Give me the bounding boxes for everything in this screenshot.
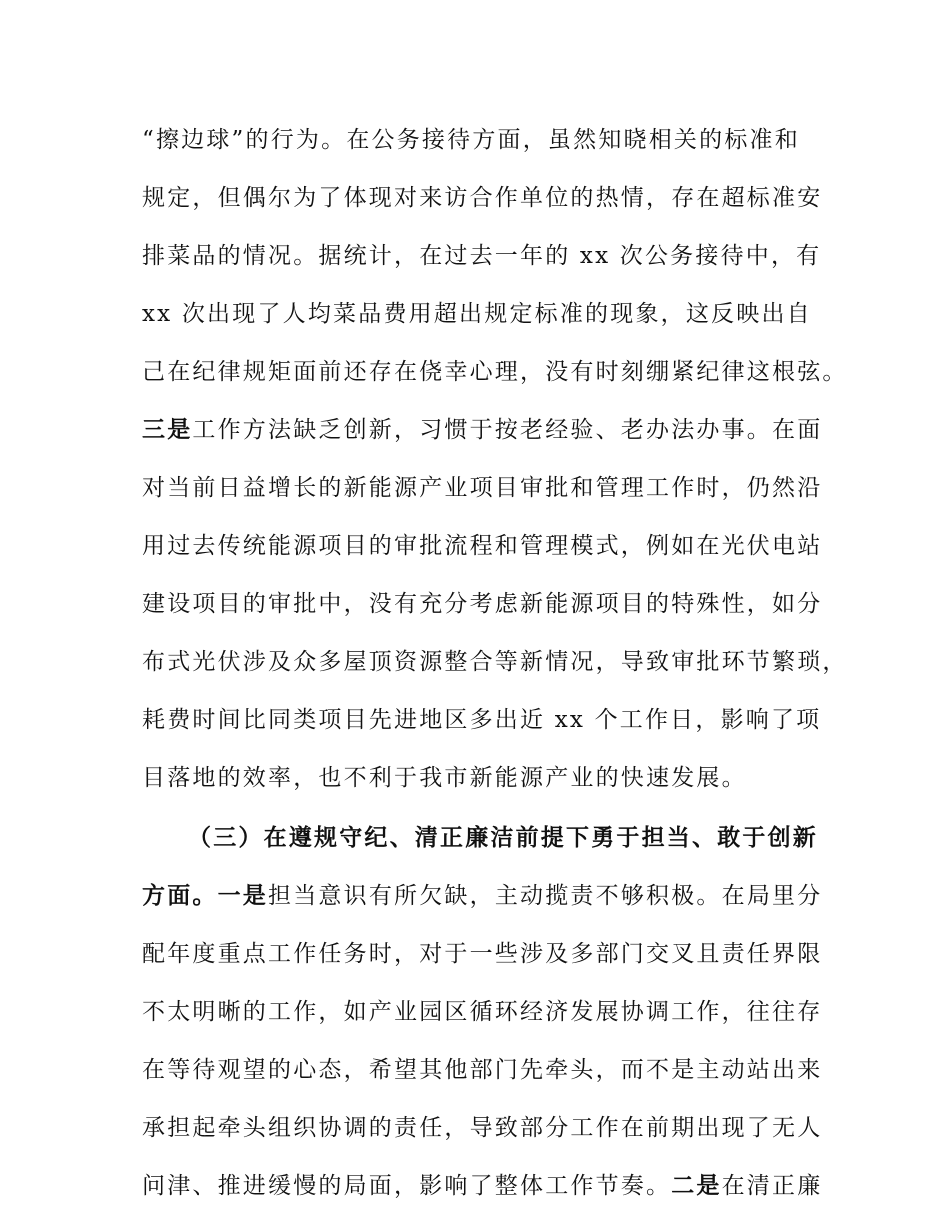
text-line: 己在纪律规矩面前还存在侥幸心理，没有时刻绷紧纪律这根弦。 <box>142 359 848 385</box>
text-span: 工作方法缺乏创新，习惯于按老经验、老办法办事。在面 <box>192 417 823 443</box>
text-line: 承担起牵头组织协调的责任，导致部分工作在前期出现了无人 <box>142 1115 823 1141</box>
text-line: 对当前日益增长的新能源产业项目审批和管理工作时，仍然沿 <box>142 475 823 501</box>
text-line: 耗费时间比同类项目先进地区多出近 xx 个工作日，影响了项 <box>142 707 822 733</box>
text-span: 担当意识有所欠缺，主动揽责不够积极。在局里分 <box>268 883 823 909</box>
text-line: 用过去传统能源项目的审批流程和管理模式，例如在光伏电站 <box>142 533 823 559</box>
text-line: “擦边球”的行为。在公务接待方面，虽然知晓相关的标准和 <box>142 127 800 153</box>
text-line <box>142 1171 822 1201</box>
point-marker: 三是 <box>142 417 193 443</box>
text-span: 问津、推进缓慢的局面，影响了整体工作节奏。 <box>142 1173 672 1199</box>
text-line: 规定，但偶尔为了体现对来访合作单位的热情，存在超标准安 <box>142 185 823 211</box>
text-line: 布式光伏涉及众多屋顶资源整合等新情况，导致审批环节繁琐， <box>142 649 848 675</box>
text-line: xx 次出现了人均菜品费用超出规定标准的现象，这反映出自 <box>142 301 812 327</box>
section-heading-end: 方面。 <box>142 883 218 909</box>
text-line <box>142 881 822 911</box>
text-line <box>142 415 822 445</box>
text-line: 配年度重点工作任务时，对于一些涉及多部门交叉且责任界限 <box>142 941 823 967</box>
point-marker: 二是 <box>671 1173 722 1199</box>
text-line: 在等待观望的心态，希望其他部门先牵头，而不是主动站出来 <box>142 1057 823 1083</box>
section-heading: （三）在遵规守纪、清正廉洁前提下勇于担当、敢于创新 <box>188 825 818 851</box>
point-marker: 一是 <box>217 883 269 909</box>
text-line: 不太明晰的工作，如产业园区循环经济发展协调工作，往往存 <box>142 999 823 1025</box>
text-line: 目落地的效率，也不利于我市新能源产业的快速发展。 <box>142 765 747 791</box>
text-line: 排菜品的情况。据统计，在过去一年的 xx 次公务接待中，有 <box>142 243 822 269</box>
text-line: 建设项目的审批中，没有充分考虑新能源项目的特殊性，如分 <box>142 591 823 617</box>
text-span: 在清正廉 <box>721 1173 823 1199</box>
